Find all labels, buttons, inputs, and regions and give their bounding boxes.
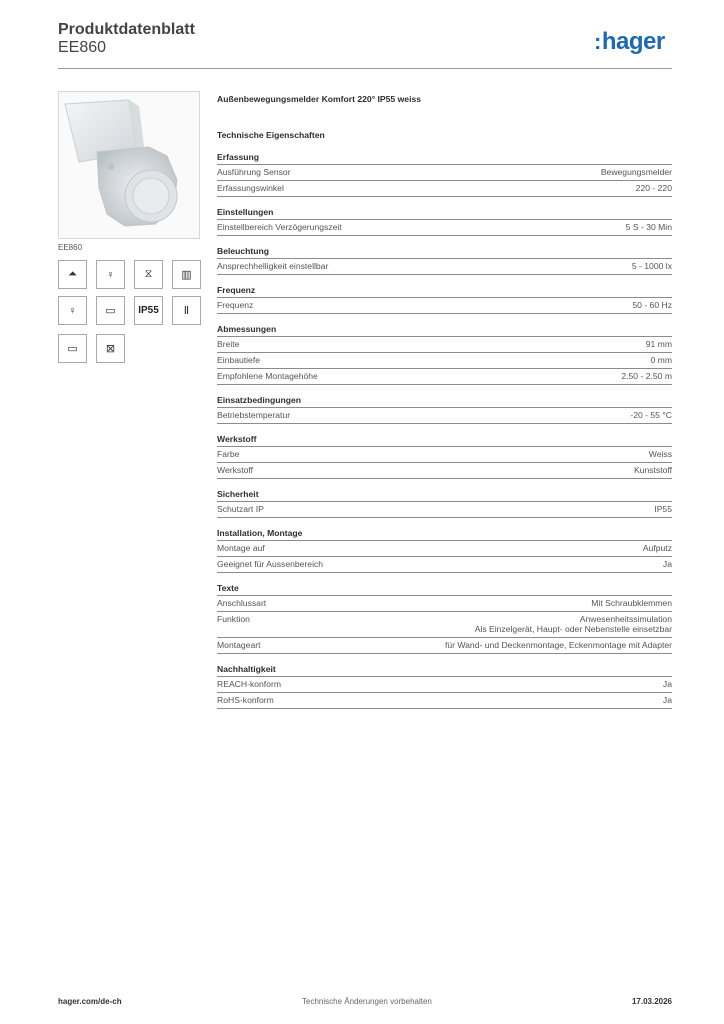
spec-value-line: IP55 xyxy=(654,504,672,514)
spec-value xyxy=(663,679,672,689)
spec-section xyxy=(217,285,672,314)
section-heading: Einstellungen xyxy=(217,207,274,217)
section-heading: Nachhaltigkeit xyxy=(217,664,276,674)
section-heading: Texte xyxy=(217,583,239,593)
spec-value-line: Weiss xyxy=(648,449,672,459)
spec-value-line: Als Einzelgerät, Haupt- oder Nebenstelle einsetzbar xyxy=(474,624,672,634)
spec-value-line: 91 mm xyxy=(645,339,672,349)
spec-value-line: 2.50 - 2.50 m xyxy=(621,371,672,381)
spec-row xyxy=(217,611,672,637)
spec-label: Ansprechhelligkeit einstellbar xyxy=(217,261,329,271)
spec-value xyxy=(445,640,672,650)
ip-rating-icon: IP55 xyxy=(134,296,163,325)
spec-section xyxy=(217,664,672,709)
spec-row xyxy=(217,692,672,709)
footer-notice: Technische Änderungen vorbehalten xyxy=(302,997,432,1006)
transformer-icon: ⊠ xyxy=(96,334,125,363)
spec-label: REACH-konform xyxy=(217,679,281,689)
spec-row xyxy=(217,501,672,518)
spec-value-line: für Wand- und Deckenmontage, Eckenmontage mit Adapter xyxy=(444,640,672,650)
section-heading: Installation, Montage xyxy=(217,528,303,538)
spec-value-line: Ja xyxy=(662,679,672,689)
spec-value-line: -20 - 55 °C xyxy=(630,410,672,420)
energy-saving-lamp-icon: ▥ xyxy=(172,260,201,289)
section-heading: Erfassung xyxy=(217,152,260,162)
spec-label: RoHS-konform xyxy=(217,695,274,705)
spec-value-line: Anwesenheitssimulation xyxy=(579,614,672,624)
spec-row xyxy=(217,446,672,462)
spec-label: Anschlussart xyxy=(217,598,267,608)
spec-row xyxy=(217,676,672,692)
spec-value xyxy=(632,261,672,271)
tube-lamp-icon: ▭ xyxy=(96,296,125,325)
spec-section xyxy=(217,395,672,424)
spec-value-line: 0 mm xyxy=(650,355,672,365)
spec-label: Einstellbereich Verzögerungszeit xyxy=(217,222,342,232)
spec-label: Werkstoff xyxy=(217,465,253,475)
fluorescent-tube-icon: ⧖ xyxy=(134,260,163,289)
spec-row xyxy=(217,595,672,611)
spec-value-line: 220 - 220 xyxy=(635,183,672,193)
spec-section xyxy=(217,583,672,654)
spec-value-line: Aufputz xyxy=(642,543,672,553)
spec-value xyxy=(651,355,672,365)
spec-row xyxy=(217,297,672,314)
spec-value-line: 50 - 60 Hz xyxy=(632,300,672,310)
footer-website[interactable]: hager.com/de-ch xyxy=(58,997,122,1006)
spec-section xyxy=(217,489,672,518)
section-heading: Werkstoff xyxy=(217,434,257,444)
footer-date: 17.03.2026 xyxy=(631,997,672,1006)
section-heading: Einsatzbedingungen xyxy=(217,395,302,405)
section-heading: Beleuchtung xyxy=(217,246,270,256)
product-title: Außenbewegungsmelder Komfort 220° IP55 weiss xyxy=(217,94,422,104)
spec-label: Geeignet für Aussenbereich xyxy=(217,559,324,569)
doc-title: Produktdatenblatt xyxy=(58,21,195,38)
spec-label: Ausführung Sensor xyxy=(217,167,291,177)
incandescent-bulb-icon: ♀ xyxy=(58,296,87,325)
spec-value xyxy=(663,559,672,569)
spec-label: Empfohlene Montagehöhe xyxy=(217,371,318,381)
spec-value-line: Ja xyxy=(662,695,672,705)
spec-value xyxy=(630,410,672,420)
spec-sections xyxy=(217,152,672,709)
spec-section xyxy=(217,324,672,385)
spec-row xyxy=(217,637,672,654)
spec-value xyxy=(601,167,672,177)
spec-row xyxy=(217,336,672,352)
spec-value xyxy=(475,614,672,634)
spec-value-line: Ja xyxy=(662,559,672,569)
image-caption: EE860 xyxy=(58,243,83,252)
header-divider xyxy=(58,68,672,69)
ceiling-lamp-icon: ⏶ xyxy=(58,260,87,289)
spec-value-line: Mit Schraubklemmen xyxy=(591,598,672,608)
linear-lamp-icon: ▭ xyxy=(58,334,87,363)
spec-section xyxy=(217,152,672,197)
led-driver-icon: Ⅱ xyxy=(172,296,201,325)
spec-value xyxy=(626,222,672,232)
spec-section xyxy=(217,434,672,479)
spec-row xyxy=(217,180,672,197)
spec-value xyxy=(632,300,672,310)
spec-value xyxy=(636,183,672,193)
spec-section xyxy=(217,246,672,275)
spec-value xyxy=(621,371,672,381)
spec-section xyxy=(217,528,672,573)
spec-row xyxy=(217,164,672,180)
spec-value xyxy=(591,598,672,608)
spec-row xyxy=(217,540,672,556)
spec-value-line: Kunststoff xyxy=(633,465,672,475)
spec-row xyxy=(217,556,672,573)
spec-label: Schutzart IP xyxy=(217,504,264,514)
spec-value-line: 5 S - 30 Min xyxy=(625,222,672,232)
section-heading: Abmessungen xyxy=(217,324,277,334)
spec-section xyxy=(217,207,672,236)
logo-text: hager xyxy=(601,28,665,55)
spec-row xyxy=(217,352,672,368)
spec-value-line: Bewegungsmelder xyxy=(600,167,672,177)
product-code: EE860 xyxy=(58,39,107,56)
spec-value xyxy=(654,504,672,514)
hager-logo[interactable]: :hager xyxy=(594,28,665,55)
spec-label: Breite xyxy=(217,339,240,349)
spec-label: Einbautiefe xyxy=(217,355,261,365)
spec-label: Farbe xyxy=(217,449,240,459)
spec-label: Frequenz xyxy=(217,300,254,310)
spec-label: Funktion xyxy=(217,614,250,624)
spec-row xyxy=(217,462,672,479)
spec-value xyxy=(643,543,672,553)
product-image xyxy=(58,91,200,239)
spec-sheet xyxy=(217,94,672,719)
spec-value xyxy=(649,449,672,459)
spec-value xyxy=(663,695,672,705)
spec-row xyxy=(217,368,672,385)
spec-label: Erfassungswinkel xyxy=(217,183,284,193)
spec-value xyxy=(634,465,672,475)
section-heading: Frequenz xyxy=(217,285,256,295)
spec-label: Montage auf xyxy=(217,543,265,553)
spec-label: Betriebstemperatur xyxy=(217,410,291,420)
spec-value xyxy=(646,339,672,349)
spec-value-line: 5 - 1000 lx xyxy=(631,261,672,271)
spec-row xyxy=(217,407,672,424)
spec-row xyxy=(217,258,672,275)
tech-heading: Technische Eigenschaften xyxy=(217,130,325,140)
bulb-icon: ♀ xyxy=(96,260,125,289)
spec-label: Montageart xyxy=(217,640,261,650)
section-heading: Sicherheit xyxy=(217,489,259,499)
spec-row xyxy=(217,219,672,236)
